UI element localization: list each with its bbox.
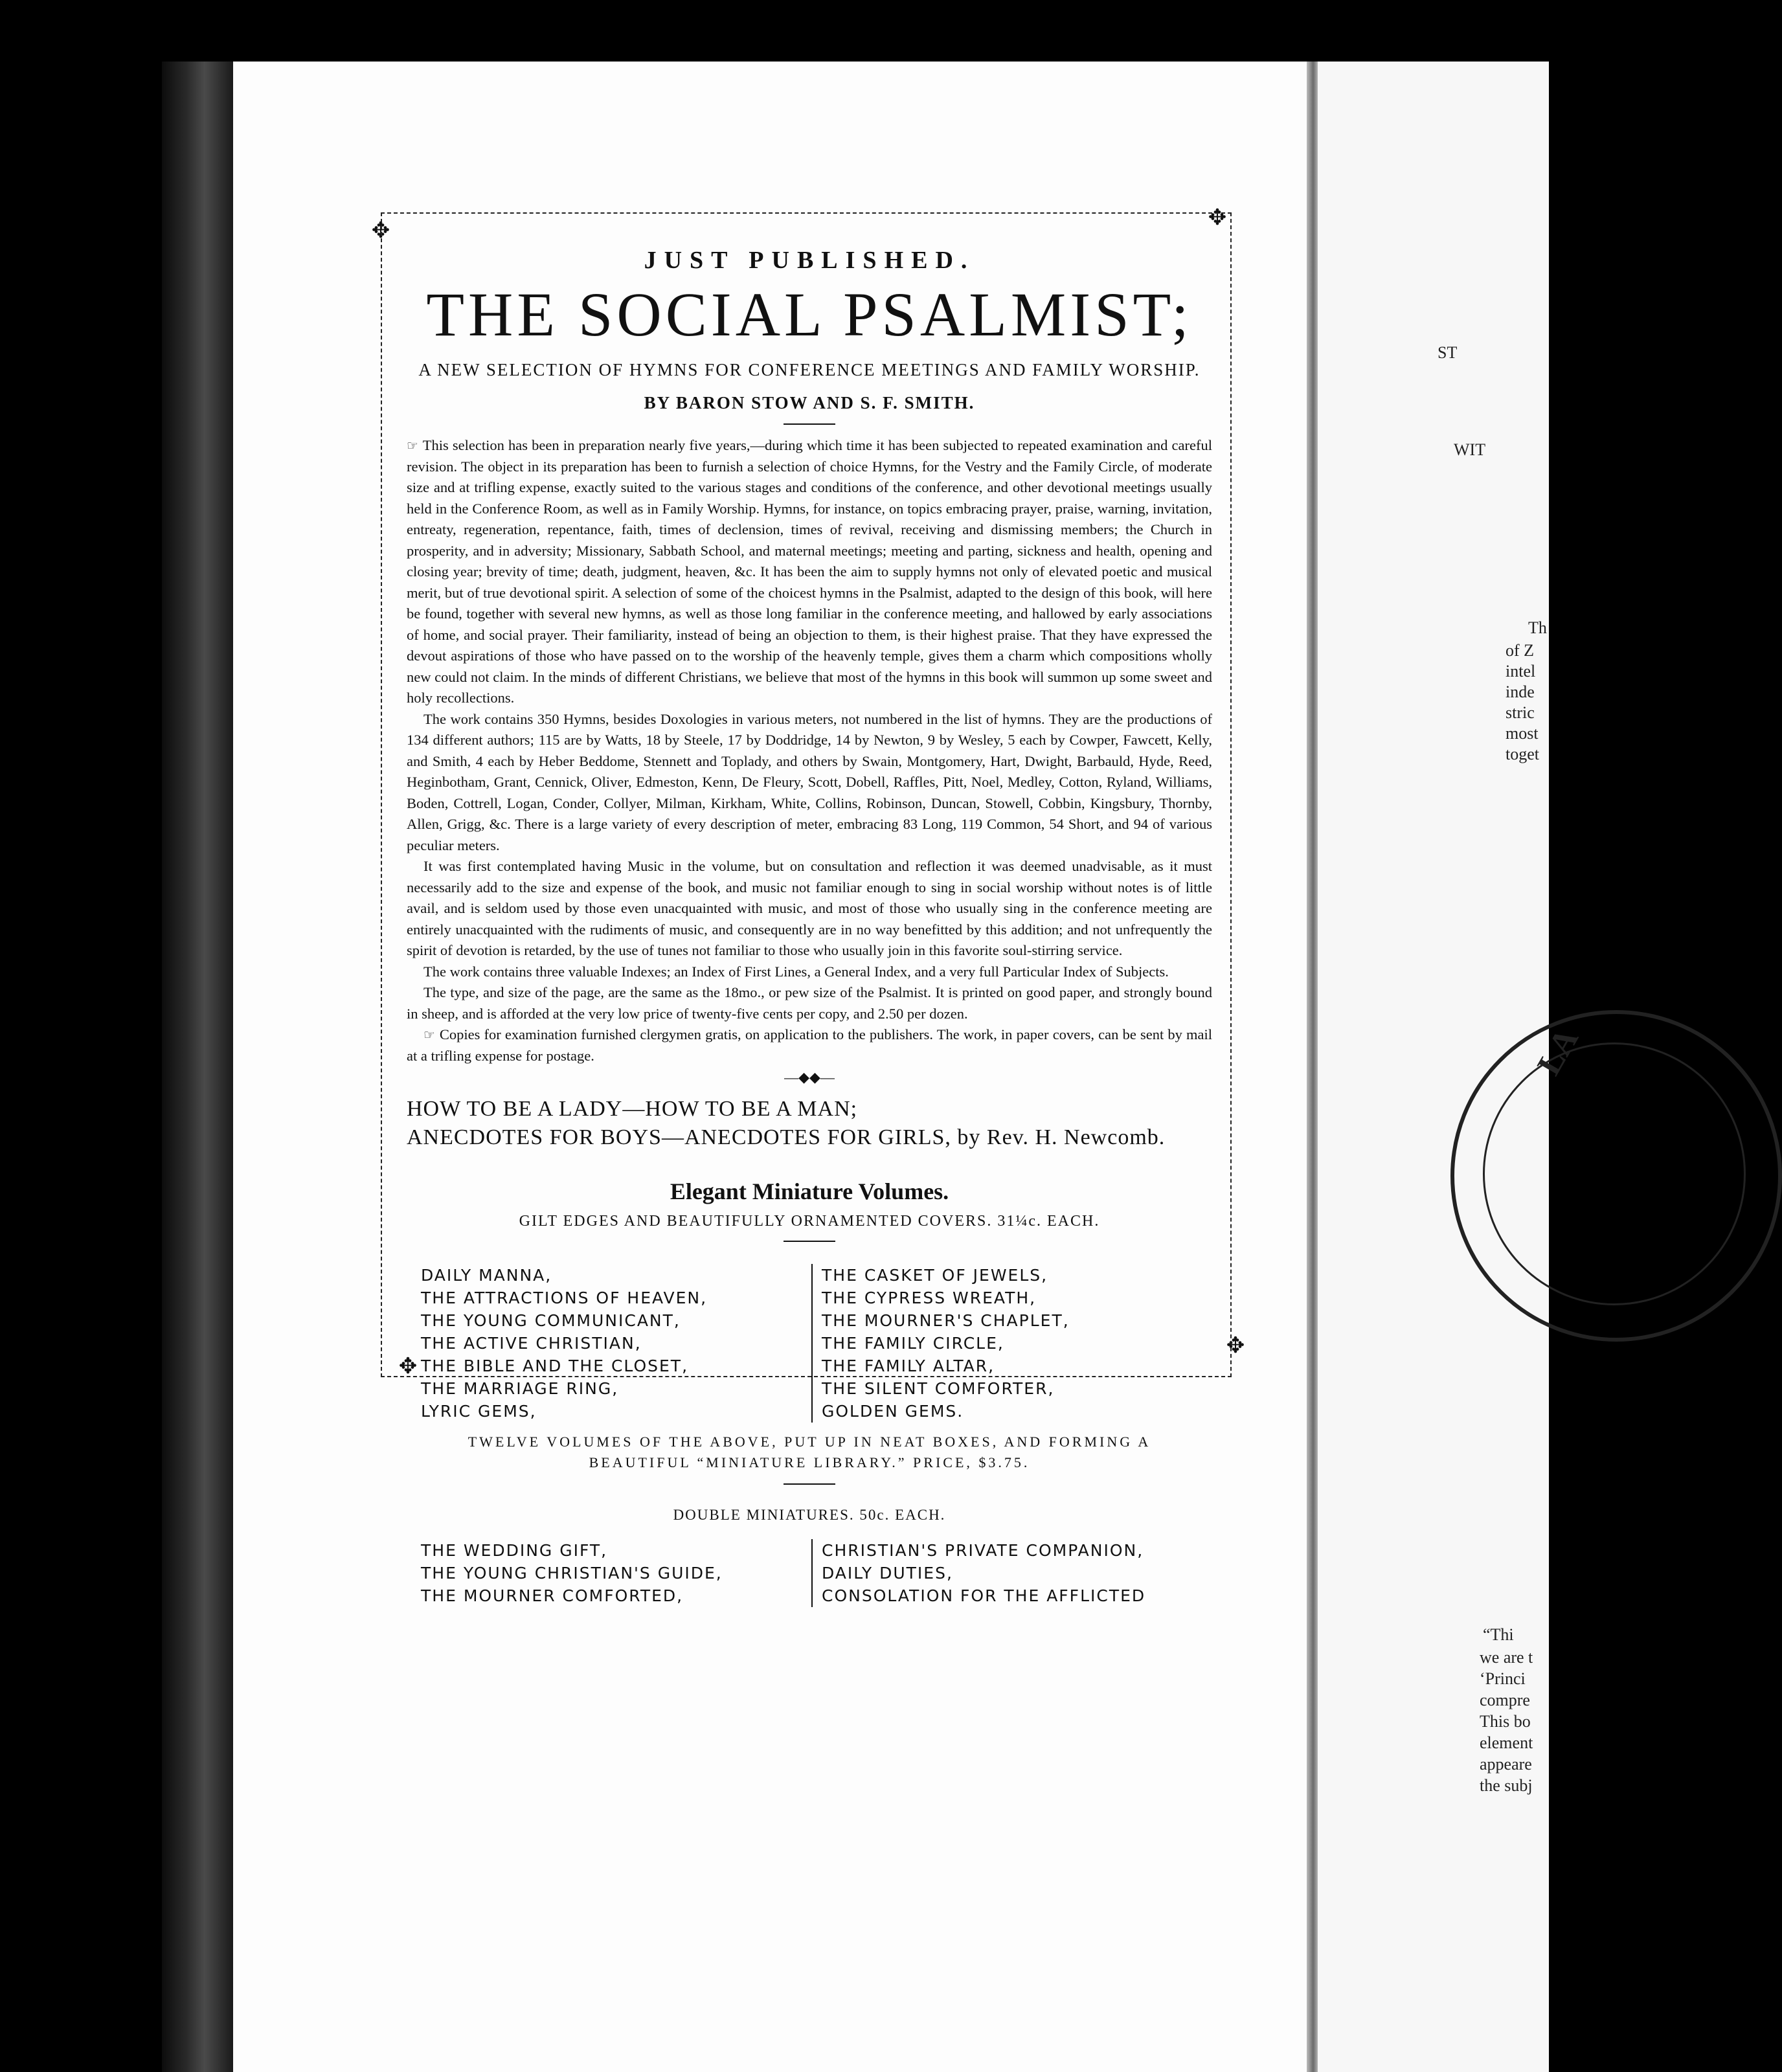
right-page-fragment: intel: [1506, 662, 1536, 681]
double-list-left: [407, 1539, 811, 1607]
divider: [784, 1483, 835, 1485]
library-offer: [407, 1432, 1212, 1473]
book-binding: [162, 62, 233, 2072]
volume-title: THE ATTRACTIONS OF HEAVEN,: [421, 1289, 708, 1307]
miniature-list: [407, 1264, 1212, 1423]
right-page-fragment: stric: [1506, 703, 1535, 722]
right-page-fragment: Th: [1528, 618, 1547, 637]
miniature-price: GILT EDGES AND BEAUTIFULLY ORNAMENTED COVERS. 31¼c. EACH.: [519, 1213, 1100, 1230]
volume-title: THE FAMILY ALTAR,: [822, 1357, 995, 1375]
right-page-fragment: compre: [1480, 1691, 1530, 1709]
paragraph: The work contains 350 Hymns, besides Doxologies in various meters, not numbered in the list of hymns. They are the productions of 134 different authors; 115 are by Watts, 18 by Steele, 17 by Doddridge, 14 by Newton, 9 by Wesley, 5 each by Cowper, Fawcett, Kelly, and Smith, 4 each by Heber Beddome, Stennett and Toplady, and others by Swain, Montgomery, Hart, Dwight, Barbauld, Hyde, Reed, Heginbotham, Grant, Cennick, Oliver, Edmeston, Kenn, De Fleury, Scott, Dobell, Raffles, Pitt, Noel, Medley, Cotton, Ryland, Williams, Boden, Cottrell, Logan, Conder, Collyer, Milman, Kirkham, White, Collins, Robinson, Duncan, Stowell, Cobbin, Kingsbury, Thornby, Allen, Grigg, &c. There is a large variety of every description of meter, embracing 83 Long, 119 Common, 54 Short, and 94 of various peculiar meters.: [407, 710, 1212, 853]
ornament-divider-icon: —◆◆—: [784, 1069, 835, 1085]
right-page-fragment: toget: [1506, 745, 1539, 763]
circular-seal-inner: [1483, 1042, 1746, 1305]
volume-title: THE CASKET OF JEWELS,: [822, 1266, 1048, 1285]
miniature-heading: Elegant Miniature Volumes.: [670, 1178, 949, 1204]
right-page-fragment: we are t: [1480, 1648, 1533, 1667]
paragraph: ☞ This selection has been in preparation nearly five years,—during which time it has been subjected to repeated examination and careful revision. The object in its preparation has been to furnish a selection of choice Hymns, for the Vestry and the Family Circle, of moderate size and at trifling expense, exactly suited to the various stages and conditions of the conference, and other devotional meetings usually held in the Conference Room, as well as in Family Worship. Hymns, for instance, on topics embracing prayer, praise, warning, invitation, entreaty, regeneration, repentance, faith, times of declension, times of revival, receiving and dismissing members; the Church in prosperity, and in adversity; Missionary, Sabbath School, and maternal meetings; meeting and parting, sickness and health, opening and closing year; brevity of time; death, judgment, heaven, &c. It has been the aim to supply hymns not only of elevated poetic and musical merit, but of true devotional spirit. A selection of some of the choicest hymns in the Psalmist, adapted to the design of this book, will here be found, together with several new hymns, as well as those long familiar in the conference meeting, and hallowed by early associations of home, and social prayer. Their familiarity, instead of being an objection to them, is their highest praise. That they have expressed the devout aspirations of those who have passed on to the worship of the heavenly temple, gives them a charm which compositions wholly new could not claim. In the minds of different Christians, we believe that most of the hymns in this book will summon up some sweet and holy recollections.: [407, 437, 1212, 706]
double-miniature-list: [407, 1539, 1212, 1607]
double-miniatures-heading: DOUBLE MINIATURES. 50c. EACH.: [673, 1507, 946, 1523]
right-page-fragment: ‘Princi: [1480, 1669, 1526, 1688]
corner-ornament-icon: ✥: [371, 218, 390, 243]
volume-title: DAILY MANNA,: [421, 1266, 552, 1285]
corner-ornament-icon: ✥: [1226, 1333, 1245, 1358]
divider: [784, 423, 835, 425]
paragraph: The type, and size of the page, are the same as the 18mo., or pew size of the Psalmist. It is printed on good paper, and strongly bound in sheep, and is afforded at the very low price of twenty-five cents per copy, and 2.50 per dozen.: [407, 984, 1212, 1022]
book-title: THE SOCIAL PSALMIST;: [426, 280, 1193, 349]
volume-title: CHRISTIAN'S PRIVATE COMPANION,: [822, 1541, 1144, 1560]
volume-title: THE SILENT COMFORTER,: [822, 1379, 1055, 1398]
right-page-fragment: “Thi: [1483, 1625, 1514, 1644]
volume-title: THE CYPRESS WREATH,: [822, 1289, 1037, 1307]
paragraph: It was first contemplated having Music in the volume, but on consultation and reflection it was deemed unadvisable, as it must necessarily add to the size and expense of the book, and music not familiar enough to sing in social worship without notes is of little avail, and is seldom used by those even unacquainted with music, and most of those who usually sing in the conference meeting are entirely unacquainted with the rudiments of music, and consequently are in no way benefitted by this addition; and not unfrequently the spirit of devotion is retarded, by the use of tunes not familiar to those who usually join in this favorite soul-stirring service.: [407, 858, 1212, 958]
volume-title: DAILY DUTIES,: [822, 1564, 953, 1582]
volume-title: THE FAMILY CIRCLE,: [822, 1334, 1004, 1353]
anecdotes-line: ANECDOTES FOR BOYS—ANECDOTES FOR GIRLS, by Rev. H. Newcomb.: [407, 1125, 1166, 1149]
volume-title: THE ACTIVE CHRISTIAN,: [421, 1334, 642, 1353]
divider: [784, 1241, 835, 1242]
right-page-fragment: ST: [1438, 343, 1458, 362]
right-page-fragment: element: [1480, 1733, 1533, 1752]
volume-title: THE WEDDING GIFT,: [421, 1541, 608, 1560]
pointing-hand-icon: ☞: [423, 1027, 440, 1042]
volume-title: THE MARRIAGE RING,: [421, 1379, 619, 1398]
volume-title: THE YOUNG COMMUNICANT,: [421, 1311, 681, 1330]
right-page-fragment: of Z: [1506, 641, 1535, 660]
right-page-fragment: most: [1506, 724, 1539, 743]
description-text: [407, 435, 1212, 1066]
library-offer-line: TWELVE VOLUMES OF THE ABOVE, PUT UP IN NEAT BOXES, AND FORMING A: [468, 1434, 1151, 1450]
howto-line: HOW TO BE A LADY—HOW TO BE A MAN;: [407, 1097, 858, 1121]
paragraph: The work contains three valuable Indexes; an Index of First Lines, a General Index, and a very full Particular Index of Subjects.: [423, 963, 1169, 980]
volume-title: LYRIC GEMS,: [421, 1402, 537, 1421]
seal-text: LA: [1530, 1022, 1586, 1082]
book-authors: BY BARON STOW AND S. F. SMITH.: [644, 393, 975, 412]
library-offer-line: BEAUTIFUL “MINIATURE LIBRARY.” PRICE, $3.75.: [589, 1454, 1030, 1470]
right-page-fragment: WIT: [1454, 440, 1486, 459]
right-page-fragment: This bo: [1480, 1712, 1531, 1731]
miniature-list-left: [407, 1264, 811, 1423]
volume-title: THE MOURNER'S CHAPLET,: [822, 1311, 1070, 1330]
volume-title: THE YOUNG CHRISTIAN'S GUIDE,: [421, 1564, 723, 1582]
just-published-heading: JUST PUBLISHED.: [644, 247, 975, 274]
right-page-fragment: the subj: [1480, 1776, 1533, 1795]
advertisement-frame: [381, 212, 1232, 1605]
corner-ornament-icon: ✥: [1208, 205, 1227, 231]
double-list-right: [811, 1539, 1212, 1607]
right-page-fragment: appeare: [1480, 1755, 1532, 1774]
corner-ornament-icon: ✥: [398, 1353, 418, 1379]
volume-title: THE MOURNER COMFORTED,: [421, 1586, 684, 1605]
right-page-fragment: inde: [1506, 682, 1535, 701]
volume-title: CONSOLATION FOR THE AFFLICTED: [822, 1586, 1146, 1605]
paragraph: ☞ Copies for examination furnished clergymen gratis, on application to the publishers. The work, in paper covers, can be sent by mail at a trifling expense for postage.: [407, 1026, 1212, 1064]
volume-title: GOLDEN GEMS.: [822, 1402, 964, 1421]
volume-title: THE BIBLE AND THE CLOSET,: [421, 1357, 689, 1375]
pointing-hand-icon: ☞: [407, 438, 423, 453]
miniature-list-right: [811, 1264, 1212, 1423]
book-subtitle: A NEW SELECTION OF HYMNS FOR CONFERENCE MEETINGS AND FAMILY WORSHIP.: [418, 360, 1201, 379]
